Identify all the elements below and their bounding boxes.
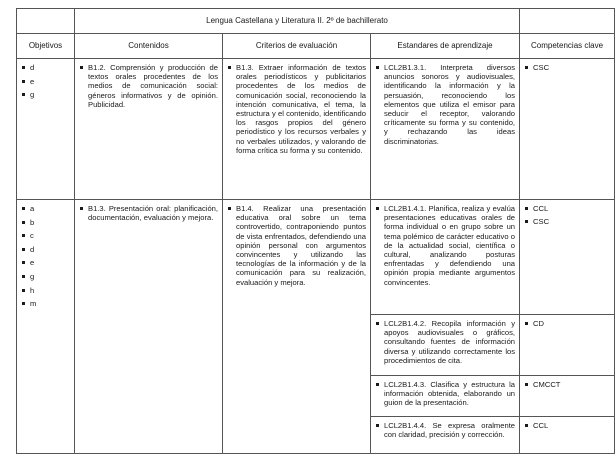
contenido-item: B1.3. Presentación oral: planificación, documentación, evaluación y mejora. bbox=[79, 204, 218, 222]
header-row bbox=[17, 34, 615, 59]
competencias-cell bbox=[520, 315, 615, 376]
header-estandares: Estandares de aprendizaje bbox=[371, 34, 520, 59]
objetivos-cell bbox=[17, 200, 75, 454]
competencia-item: CCL bbox=[524, 204, 610, 213]
estandar-item: LCL2B1.4.3. Clasifica y estructura la información obtenida, elaborando un guion de la presentación. bbox=[375, 380, 515, 408]
table-row bbox=[17, 200, 615, 315]
contenido-cell bbox=[75, 59, 223, 200]
objetivo-item: m bbox=[21, 299, 70, 308]
estandar-cell bbox=[371, 200, 520, 315]
title-spacer-right bbox=[520, 9, 615, 34]
competencia-item: CD bbox=[524, 319, 610, 328]
estandar-item: LCL2B1.4.2. Recopila información y apoyos audiovisuales o gráficos, consultando fuentes de información diversa y utilizando correctamente los procedimientos de cita. bbox=[375, 319, 515, 365]
header-competencias: Competencias clave bbox=[520, 34, 615, 59]
table-title: Lengua Castellana y Literatura II. 2º de bachillerato bbox=[75, 9, 520, 34]
competencias-cell bbox=[520, 59, 615, 200]
estandar-cell bbox=[371, 315, 520, 376]
title-spacer bbox=[17, 9, 75, 34]
objetivo-item: e bbox=[21, 77, 70, 86]
objetivo-item: d bbox=[21, 245, 70, 254]
competencia-item: CMCCT bbox=[524, 380, 610, 389]
competencia-item: CCL bbox=[524, 421, 610, 430]
objetivo-item: c bbox=[21, 231, 70, 240]
objetivo-item: e bbox=[21, 258, 70, 267]
objetivo-item: g bbox=[21, 90, 70, 99]
curriculum-table bbox=[16, 8, 615, 454]
contenido-item: B1.2. Comprensión y producción de textos orales procedentes de los medios de comunicación social: géneros informativos y de opinión. Publicidad. bbox=[79, 63, 218, 109]
objetivo-item: d bbox=[21, 63, 70, 72]
estandar-cell bbox=[371, 376, 520, 417]
objetivos-cell bbox=[17, 59, 75, 200]
objetivo-item: h bbox=[21, 286, 70, 295]
competencias-cell bbox=[520, 200, 615, 315]
objetivo-item: g bbox=[21, 272, 70, 281]
objetivo-item: b bbox=[21, 218, 70, 227]
estandar-cell bbox=[371, 59, 520, 200]
contenido-cell bbox=[75, 200, 223, 454]
criterio-item: B1.3. Extraer información de textos orales periodísticos y publicitarios procedentes de los medios de comunicación social, reconociendo la intención comunicativa, el tema, la estructura y el contenido, identificando los rasgos propios del género periodístico y los recursos verbales y no verbales utilizados, y valorando de forma crítica su forma y su contenido. bbox=[227, 63, 366, 155]
criterio-cell bbox=[223, 200, 371, 454]
criterio-item: B1.4. Realizar una presentación educativa oral sobre un tema controvertido, contraponiendo puntos de vista enfrentados, defendiendo una opinión personal con argumentos convincentes y utilizando las tecnologías de la información y de la comunicación para su realización, evaluación y mejora. bbox=[227, 204, 366, 287]
estandar-item: LCL2B1.4.1. Planifica, realiza y evalúa presentaciones educativas orales de forma individual o en grupo sobre un tema polémico de carácter educativo o de la actualidad social, científica o cultural, analizando posturas enfrentadas y defendiendo una opinión propia mediante argumentos convincentes. bbox=[375, 204, 515, 287]
competencia-item: CSC bbox=[524, 217, 610, 226]
objetivo-item: a bbox=[21, 204, 70, 213]
estandar-item: LCL2B1.4.4. Se expresa oralmente con claridad, precisión y corrección. bbox=[375, 421, 515, 439]
header-criterios: Criterios de evaluación bbox=[223, 34, 371, 59]
header-objetivos: Objetivos bbox=[17, 34, 75, 59]
table-row bbox=[17, 59, 615, 200]
estandar-cell bbox=[371, 417, 520, 454]
competencia-item: CSC bbox=[524, 63, 610, 72]
competencias-cell bbox=[520, 376, 615, 417]
title-row bbox=[17, 9, 615, 34]
criterio-cell bbox=[223, 59, 371, 200]
estandar-item: LCL2B1.3.1. Interpreta diversos anuncios sonoros y audiovisuales, identificando la información y la persuasión, reconociendo los elementos que utiliza el emisor para seducir el receptor, valorando críticamente su forma y su contenido, y rechazando las ideas discriminatorias. bbox=[375, 63, 515, 146]
competencias-cell bbox=[520, 417, 615, 454]
header-contenidos: Contenidos bbox=[75, 34, 223, 59]
